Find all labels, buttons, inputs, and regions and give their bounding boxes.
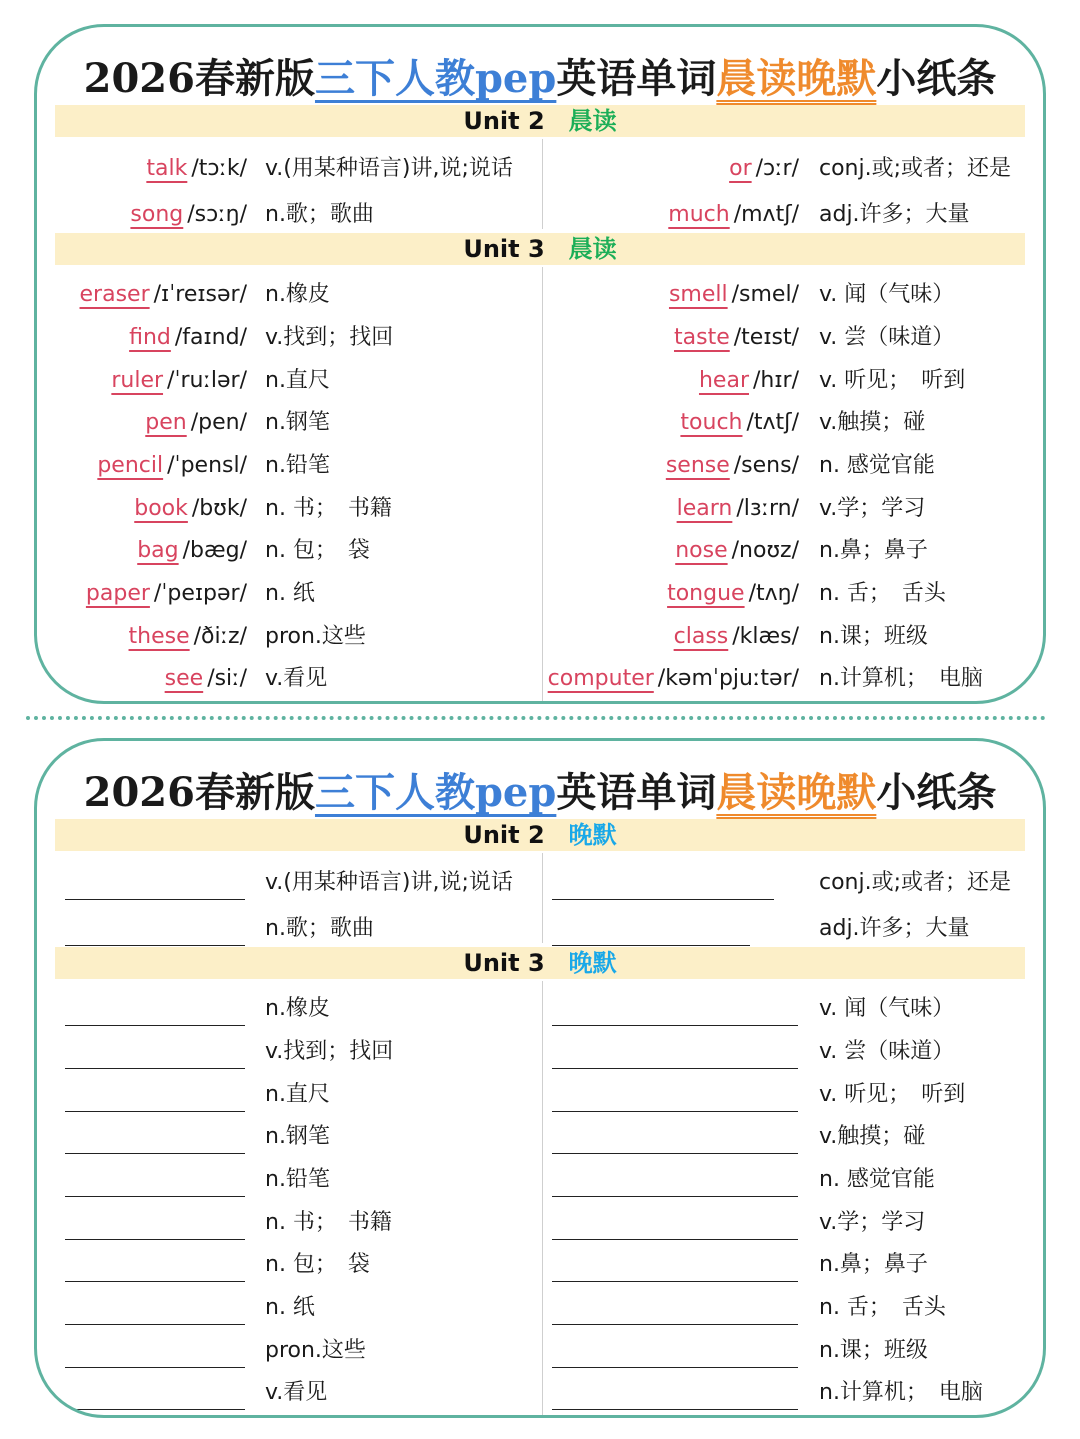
- column-divider: [542, 853, 543, 943]
- chinese-meaning: v.找到；找回: [265, 1039, 394, 1064]
- chinese-meaning: v.看见: [265, 666, 328, 691]
- chinese-meaning: n.钢笔: [265, 410, 330, 435]
- word-group: [111, 363, 247, 399]
- phonetic: /kəmˈpjuːtər/: [657, 666, 799, 691]
- english-word: much: [668, 202, 730, 227]
- chinese-meaning: n.直尺: [265, 1082, 330, 1107]
- chinese-meaning: v. 闻（气味）: [819, 282, 955, 307]
- chinese-meaning: n. 包； 袋: [265, 1252, 370, 1277]
- chinese-meaning: n.计算机； 电脑: [819, 1380, 983, 1405]
- title-part1: 2026春新版: [83, 769, 315, 816]
- chinese-meaning: n.橡皮: [265, 282, 330, 307]
- phonetic: /klæs/: [732, 624, 799, 649]
- english-word: pencil: [97, 453, 164, 478]
- word-group: [97, 448, 247, 484]
- vocab-entry: [47, 277, 247, 313]
- phonetic: /faɪnd/: [174, 325, 247, 350]
- answer-blank[interactable]: [552, 899, 774, 900]
- vocab-entry: [47, 533, 247, 569]
- vocab-entry: [47, 491, 247, 527]
- chinese-meaning: v.触摸；碰: [819, 1124, 926, 1149]
- answer-blank[interactable]: [552, 1025, 798, 1026]
- phonetic: /lɜːrn/: [736, 496, 799, 521]
- chinese-meaning: n.课；班级: [819, 624, 928, 649]
- chinese-meaning: n.鼻；鼻子: [819, 538, 928, 563]
- unit-tag: 晨读: [568, 235, 617, 263]
- english-word: learn: [676, 496, 733, 521]
- unit-label: Unit 3: [463, 235, 545, 263]
- chinese-meaning: n.计算机； 电脑: [819, 666, 983, 691]
- chinese-meaning: v.学；学习: [819, 496, 926, 521]
- vocab-entry: [537, 619, 799, 655]
- english-word: eraser: [79, 282, 150, 307]
- chinese-meaning: n. 纸: [265, 581, 315, 606]
- chinese-meaning: conj.或;或者；还是: [819, 156, 1012, 181]
- answer-blank[interactable]: [65, 1153, 245, 1154]
- word-group: [677, 491, 799, 527]
- unit2-header: [55, 105, 1025, 137]
- answer-blank[interactable]: [552, 1111, 798, 1112]
- unit-tag: 晚默: [568, 949, 617, 977]
- answer-blank[interactable]: [65, 1367, 245, 1368]
- answer-blank[interactable]: [65, 1025, 245, 1026]
- word-group: [674, 320, 799, 356]
- phonetic: /siː/: [207, 666, 247, 691]
- answer-blank[interactable]: [552, 945, 750, 946]
- unit3-header: [55, 233, 1025, 265]
- chinese-meaning: n. 感觉官能: [819, 1167, 935, 1192]
- chinese-meaning: n.钢笔: [265, 1124, 330, 1149]
- word-group: [666, 448, 799, 484]
- english-word: class: [673, 624, 729, 649]
- answer-blank[interactable]: [65, 1409, 245, 1410]
- vocab-entry: [537, 491, 799, 527]
- word-group: [674, 619, 799, 655]
- word-group: [146, 151, 247, 187]
- answer-blank[interactable]: [65, 1196, 245, 1197]
- chinese-meaning: v.找到；找回: [265, 325, 394, 350]
- answer-blank[interactable]: [65, 899, 245, 900]
- answer-blank[interactable]: [552, 1367, 798, 1368]
- unit3-header: [55, 947, 1025, 979]
- answer-blank[interactable]: [552, 1068, 798, 1069]
- word-group: [729, 151, 799, 187]
- chinese-meaning: n. 书； 书籍: [265, 496, 392, 521]
- answer-blank[interactable]: [65, 1324, 245, 1325]
- phonetic: /bʊk/: [191, 496, 247, 521]
- answer-blank[interactable]: [552, 1409, 798, 1410]
- chinese-meaning: v.(用某种语言)讲,说;说话: [265, 870, 513, 895]
- chinese-meaning: v. 尝（味道）: [819, 1039, 955, 1064]
- chinese-meaning: v. 闻（气味）: [819, 996, 955, 1021]
- chinese-meaning: n. 书； 书籍: [265, 1210, 392, 1235]
- chinese-meaning: n.歌；歌曲: [265, 916, 374, 941]
- word-group: [165, 661, 247, 697]
- chinese-meaning: v.学；学习: [819, 1210, 926, 1235]
- phonetic: /tʌtʃ/: [746, 410, 799, 435]
- word-group: [129, 619, 247, 655]
- vocab-entry: [47, 151, 247, 187]
- vocab-entry: [537, 661, 799, 697]
- answer-blank[interactable]: [552, 1153, 798, 1154]
- english-word: hear: [698, 368, 749, 393]
- vocab-entry: [537, 405, 799, 441]
- vocab-entry: [47, 405, 247, 441]
- chinese-meaning: n. 舌； 舌头: [819, 581, 946, 606]
- answer-blank[interactable]: [552, 1281, 798, 1282]
- title-part2: 三下人教pep: [314, 55, 557, 102]
- word-group: [145, 405, 247, 441]
- chinese-meaning: v.看见: [265, 1380, 328, 1405]
- english-word: nose: [675, 538, 728, 563]
- english-word: find: [129, 325, 171, 350]
- english-word: paper: [85, 581, 150, 606]
- vocab-entry: [537, 363, 799, 399]
- evening-card: [34, 738, 1046, 1418]
- chinese-meaning: v. 听见； 听到: [819, 1082, 966, 1107]
- word-group: [675, 533, 799, 569]
- vocab-entry: [47, 448, 247, 484]
- word-group: [137, 533, 247, 569]
- chinese-meaning: n. 舌； 舌头: [819, 1295, 946, 1320]
- title-part2: 三下人教pep: [314, 769, 557, 816]
- english-word: book: [134, 496, 188, 521]
- word-group: [668, 197, 799, 233]
- morning-card: [34, 24, 1046, 704]
- vocab-entry: [47, 363, 247, 399]
- vocab-entry: [47, 197, 247, 233]
- answer-blank[interactable]: [552, 1324, 798, 1325]
- english-word: bag: [137, 538, 179, 563]
- chinese-meaning: conj.或;或者；还是: [819, 870, 1012, 895]
- vocab-entry: [537, 448, 799, 484]
- word-group: [669, 277, 799, 313]
- chinese-meaning: n.课；班级: [819, 1338, 928, 1363]
- chinese-meaning: pron.这些: [265, 1338, 366, 1363]
- english-word: taste: [674, 325, 730, 350]
- word-group: [699, 363, 799, 399]
- answer-blank[interactable]: [65, 1239, 245, 1240]
- phonetic: /ˈruːlər/: [167, 368, 247, 393]
- unit-label: Unit 3: [463, 949, 545, 977]
- word-group: [86, 576, 247, 612]
- title-part4: 晨读晚默: [716, 55, 877, 102]
- english-word: pen: [145, 410, 187, 435]
- cut-line: [26, 716, 1046, 720]
- phonetic: /ˈpensl/: [167, 453, 247, 478]
- chinese-meaning: n.铅笔: [265, 453, 330, 478]
- vocab-entry: [47, 619, 247, 655]
- vocab-entry: [537, 533, 799, 569]
- chinese-meaning: v.触摸；碰: [819, 410, 926, 435]
- phonetic: /ˈpeɪpər/: [153, 581, 247, 606]
- title-part4: 晨读晚默: [716, 769, 877, 816]
- chinese-meaning: n.铅笔: [265, 1167, 330, 1192]
- vocab-entry: [47, 661, 247, 697]
- vocab-entry: [47, 576, 247, 612]
- phonetic: /hɪr/: [753, 368, 799, 393]
- english-word: song: [130, 202, 184, 227]
- vocab-entry: [537, 320, 799, 356]
- phonetic: /ɪˈreɪsər/: [153, 282, 247, 307]
- phonetic: /teɪst/: [733, 325, 799, 350]
- title-part3: 英语单词: [556, 55, 717, 102]
- chinese-meaning: n.橡皮: [265, 996, 330, 1021]
- unit-label: Unit 2: [463, 821, 545, 849]
- chinese-meaning: adj.许多；大量: [819, 916, 970, 941]
- phonetic: /pen/: [190, 410, 247, 435]
- word-group: [548, 661, 799, 697]
- card-title: [37, 761, 1043, 818]
- phonetic: /smel/: [731, 282, 799, 307]
- english-word: talk: [146, 156, 188, 181]
- chinese-meaning: v.(用某种语言)讲,说;说话: [265, 156, 513, 181]
- chinese-meaning: v. 尝（味道）: [819, 325, 955, 350]
- title-part5: 小纸条: [876, 55, 997, 102]
- english-word: or: [729, 156, 752, 181]
- phonetic: /sɔːŋ/: [187, 202, 247, 227]
- english-word: computer: [547, 666, 654, 691]
- title-part5: 小纸条: [876, 769, 997, 816]
- word-group: [134, 491, 247, 527]
- answer-blank[interactable]: [552, 1239, 798, 1240]
- english-word: tongue: [667, 581, 745, 606]
- answer-blank[interactable]: [65, 1281, 245, 1282]
- word-group: [680, 405, 799, 441]
- answer-blank[interactable]: [65, 1068, 245, 1069]
- chinese-meaning: v. 听见； 听到: [819, 368, 966, 393]
- word-group: [130, 197, 247, 233]
- vocab-entry: [47, 320, 247, 356]
- english-word: these: [128, 624, 190, 649]
- phonetic: /ðiːz/: [193, 624, 247, 649]
- chinese-meaning: n. 纸: [265, 1295, 315, 1320]
- chinese-meaning: n. 感觉官能: [819, 453, 935, 478]
- phonetic: /noʊz/: [731, 538, 799, 563]
- chinese-meaning: n.歌；歌曲: [265, 202, 374, 227]
- vocab-entry: [537, 151, 799, 187]
- unit-tag: 晚默: [568, 821, 617, 849]
- phonetic: /ɔːr/: [755, 156, 799, 181]
- card-title: [37, 47, 1043, 104]
- phonetic: /mʌtʃ/: [733, 202, 799, 227]
- answer-blank[interactable]: [65, 945, 245, 946]
- phonetic: /bæg/: [182, 538, 247, 563]
- english-word: see: [164, 666, 204, 691]
- word-group: [80, 277, 247, 313]
- english-word: smell: [668, 282, 728, 307]
- vocab-entry: [537, 197, 799, 233]
- title-part3: 英语单词: [556, 769, 717, 816]
- chinese-meaning: pron.这些: [265, 624, 366, 649]
- english-word: sense: [665, 453, 730, 478]
- word-group: [129, 320, 247, 356]
- answer-blank[interactable]: [65, 1111, 245, 1112]
- word-group: [667, 576, 799, 612]
- phonetic: /tʌŋ/: [748, 581, 799, 606]
- chinese-meaning: n.鼻；鼻子: [819, 1252, 928, 1277]
- phonetic: /tɔːk/: [191, 156, 247, 181]
- column-divider: [542, 981, 543, 1418]
- chinese-meaning: n.直尺: [265, 368, 330, 393]
- chinese-meaning: adj.许多；大量: [819, 202, 970, 227]
- vocab-entry: [537, 576, 799, 612]
- chinese-meaning: n. 包； 袋: [265, 538, 370, 563]
- vocab-entry: [537, 277, 799, 313]
- english-word: touch: [680, 410, 743, 435]
- answer-blank[interactable]: [552, 1196, 798, 1197]
- unit-label: Unit 2: [463, 107, 545, 135]
- phonetic: /sens/: [733, 453, 799, 478]
- title-part1: 2026春新版: [83, 55, 315, 102]
- unit-tag: 晨读: [568, 107, 617, 135]
- unit2-header: [55, 819, 1025, 851]
- english-word: ruler: [111, 368, 164, 393]
